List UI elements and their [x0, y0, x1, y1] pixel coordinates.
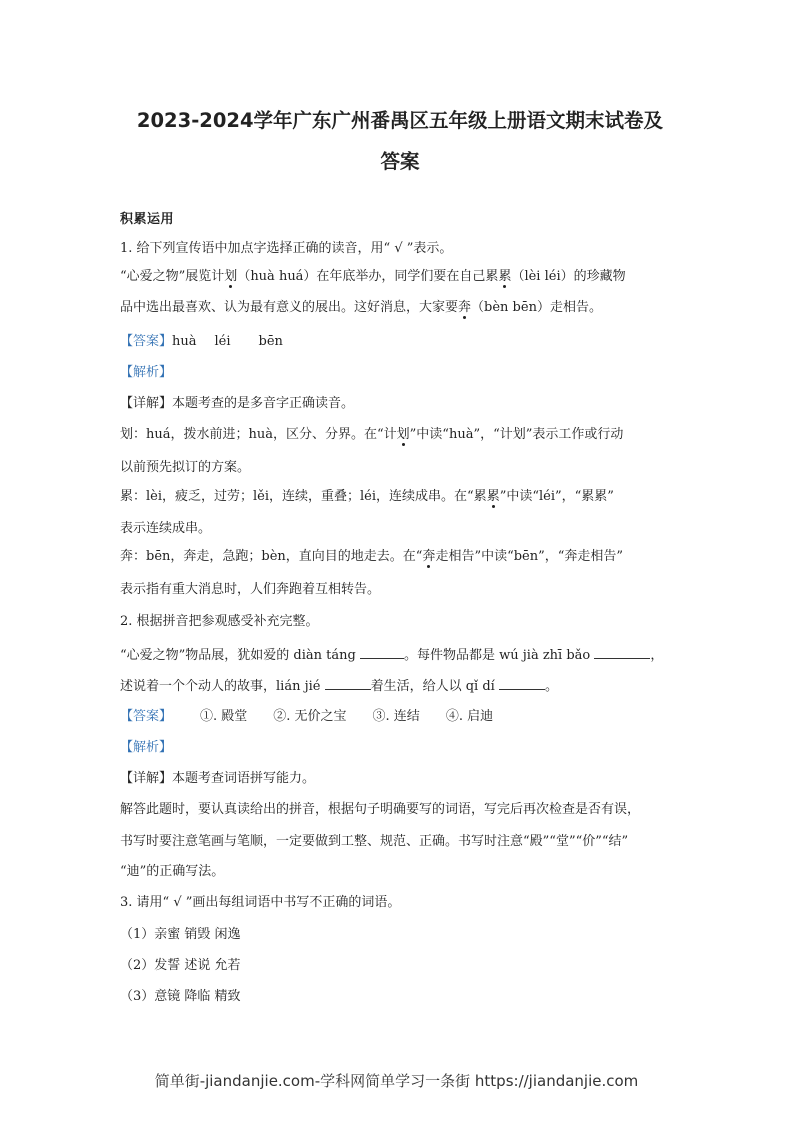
answer-value: huà — [172, 334, 197, 349]
q1-hua-line-2: 以前预先拟订的方案。 — [120, 460, 251, 475]
q2-explanation-line-1: 解答此题时，要认真读给出的拼音，根据句子明确要写的词语，写完后再次检查是否有误， — [120, 802, 641, 817]
q1-paragraph-line-1 — [120, 268, 690, 285]
q2-analysis-tag: 【解析】 — [120, 740, 173, 755]
q1-detail — [120, 395, 690, 412]
text-run: “心爱之物”物品展，犹如爱的 diàn táng — [120, 648, 356, 663]
text-run: 品中选出最喜欢、认为最有意义的展出。这好消息，大家要 — [120, 300, 459, 315]
text-run: 走相告”中读“bēn”，“奔走相告” — [435, 549, 624, 564]
text-run: 。 — [544, 679, 558, 694]
q1-answer — [120, 333, 690, 350]
text-run: 。每件物品都是 wú jià zhī bǎo — [403, 648, 591, 663]
detail-tag: 【详解】 — [120, 396, 173, 411]
text-run: （huà huá）在年底举办，同学们要在自己累 — [237, 269, 499, 284]
text-run: 划：huá，拨水前进；huà，区分、分界。在“计 — [120, 427, 397, 442]
dotted-char: 奔 — [422, 549, 436, 564]
q3-item-2: （2）发誓 述说 允若 — [120, 958, 241, 973]
answer-value: ②. 无价之宝 — [273, 709, 347, 724]
fill-blank — [594, 646, 650, 659]
answer-tag: 【答案】 — [120, 709, 173, 724]
q2-explanation-line-3: “迪”的正确写法。 — [120, 864, 225, 879]
q2-detail — [120, 770, 690, 787]
doc-title-line-2: 答案 — [380, 150, 420, 173]
detail-text: 本题考查的是多音字正确读音。 — [172, 396, 355, 411]
answer-value: ④. 启迪 — [445, 709, 494, 724]
answer-value: ③. 连结 — [372, 709, 420, 724]
doc-title-line-1: 2023-2024学年广东广州番禺区五年级上册语文期末试卷及 — [136, 109, 664, 132]
text-run: ”中读“huà”，“计划”表示工作或行动 — [409, 427, 624, 442]
answer-tag: 【答案】 — [120, 334, 173, 349]
text-run: 奔：bēn，奔走，急跑；bèn，直向目的地走去。在“ — [120, 549, 423, 564]
fill-blank — [499, 677, 545, 690]
answer-value: ①. 殿堂 — [200, 709, 248, 724]
text-run: （bèn bēn）走相告。 — [471, 300, 602, 315]
q3-item-3: （3）意镜 降临 精致 — [120, 989, 241, 1004]
q1-ben-line-1 — [120, 548, 690, 565]
q2-explanation-line-2: 书写时要注意笔画与笔顺，一定要做到工整、规范、正确。书写时注意“殿”“堂”“价”“结” — [120, 834, 629, 849]
q1-hua-line-1 — [120, 426, 690, 443]
q1-stem: 1. 给下列宣传语中加点字选择正确的读音，用“ √ ”表示。 — [120, 241, 453, 256]
answer-value: bēn — [258, 334, 283, 349]
q1-lei-line-2: 表示连续成串。 — [120, 521, 212, 536]
fill-blank — [325, 677, 371, 690]
text-run: ， — [650, 648, 664, 663]
q1-ben-line-2: 表示指有重大消息时，人们奔跑着互相转告。 — [120, 582, 381, 597]
q2-line-1 — [120, 646, 690, 664]
dotted-char: 奔 — [458, 300, 472, 315]
detail-text: 本题考查词语拼写能力。 — [172, 771, 316, 786]
dotted-char: 划 — [396, 427, 410, 442]
text-run: 着生活，给人以 qǐ dí — [370, 679, 499, 694]
text-run: “心爱之物”展览计 — [120, 269, 225, 284]
q1-paragraph-line-2 — [120, 299, 690, 316]
q2-answer — [120, 708, 690, 725]
answer-value: léi — [214, 334, 231, 349]
text-run: （lèi léi）的珍藏物 — [511, 269, 626, 284]
text-run: ”中读“léi”，“累累” — [499, 489, 614, 504]
text-run: 累：lèi，疲乏，过劳；lěi，连续，重叠；léi，连续成串。在“累 — [120, 489, 487, 504]
q1-analysis-tag: 【解析】 — [120, 365, 173, 380]
fill-blank — [360, 646, 404, 659]
text-run: 述说着一个个动人的故事，lián jié — [120, 679, 325, 694]
q3-item-1: （1）亲蜜 销毁 闲逸 — [120, 927, 241, 942]
q1-lei-line-1 — [120, 488, 690, 505]
page-footer: 简单街-jiandanjie.com-学科网简单学习一条街 https://jiandanjie.com — [154, 1072, 639, 1090]
q3-stem: 3. 请用“ √ ”画出每组词语中书写不正确的词语。 — [120, 895, 401, 910]
q2-stem: 2. 根据拼音把参观感受补充完整。 — [120, 614, 319, 629]
section-heading: 积累运用 — [120, 212, 175, 227]
dotted-char: 累 — [486, 489, 500, 504]
dotted-char: 划 — [224, 269, 238, 284]
dotted-char: 累 — [498, 269, 512, 284]
detail-tag: 【详解】 — [120, 771, 173, 786]
q2-line-2 — [120, 677, 690, 695]
